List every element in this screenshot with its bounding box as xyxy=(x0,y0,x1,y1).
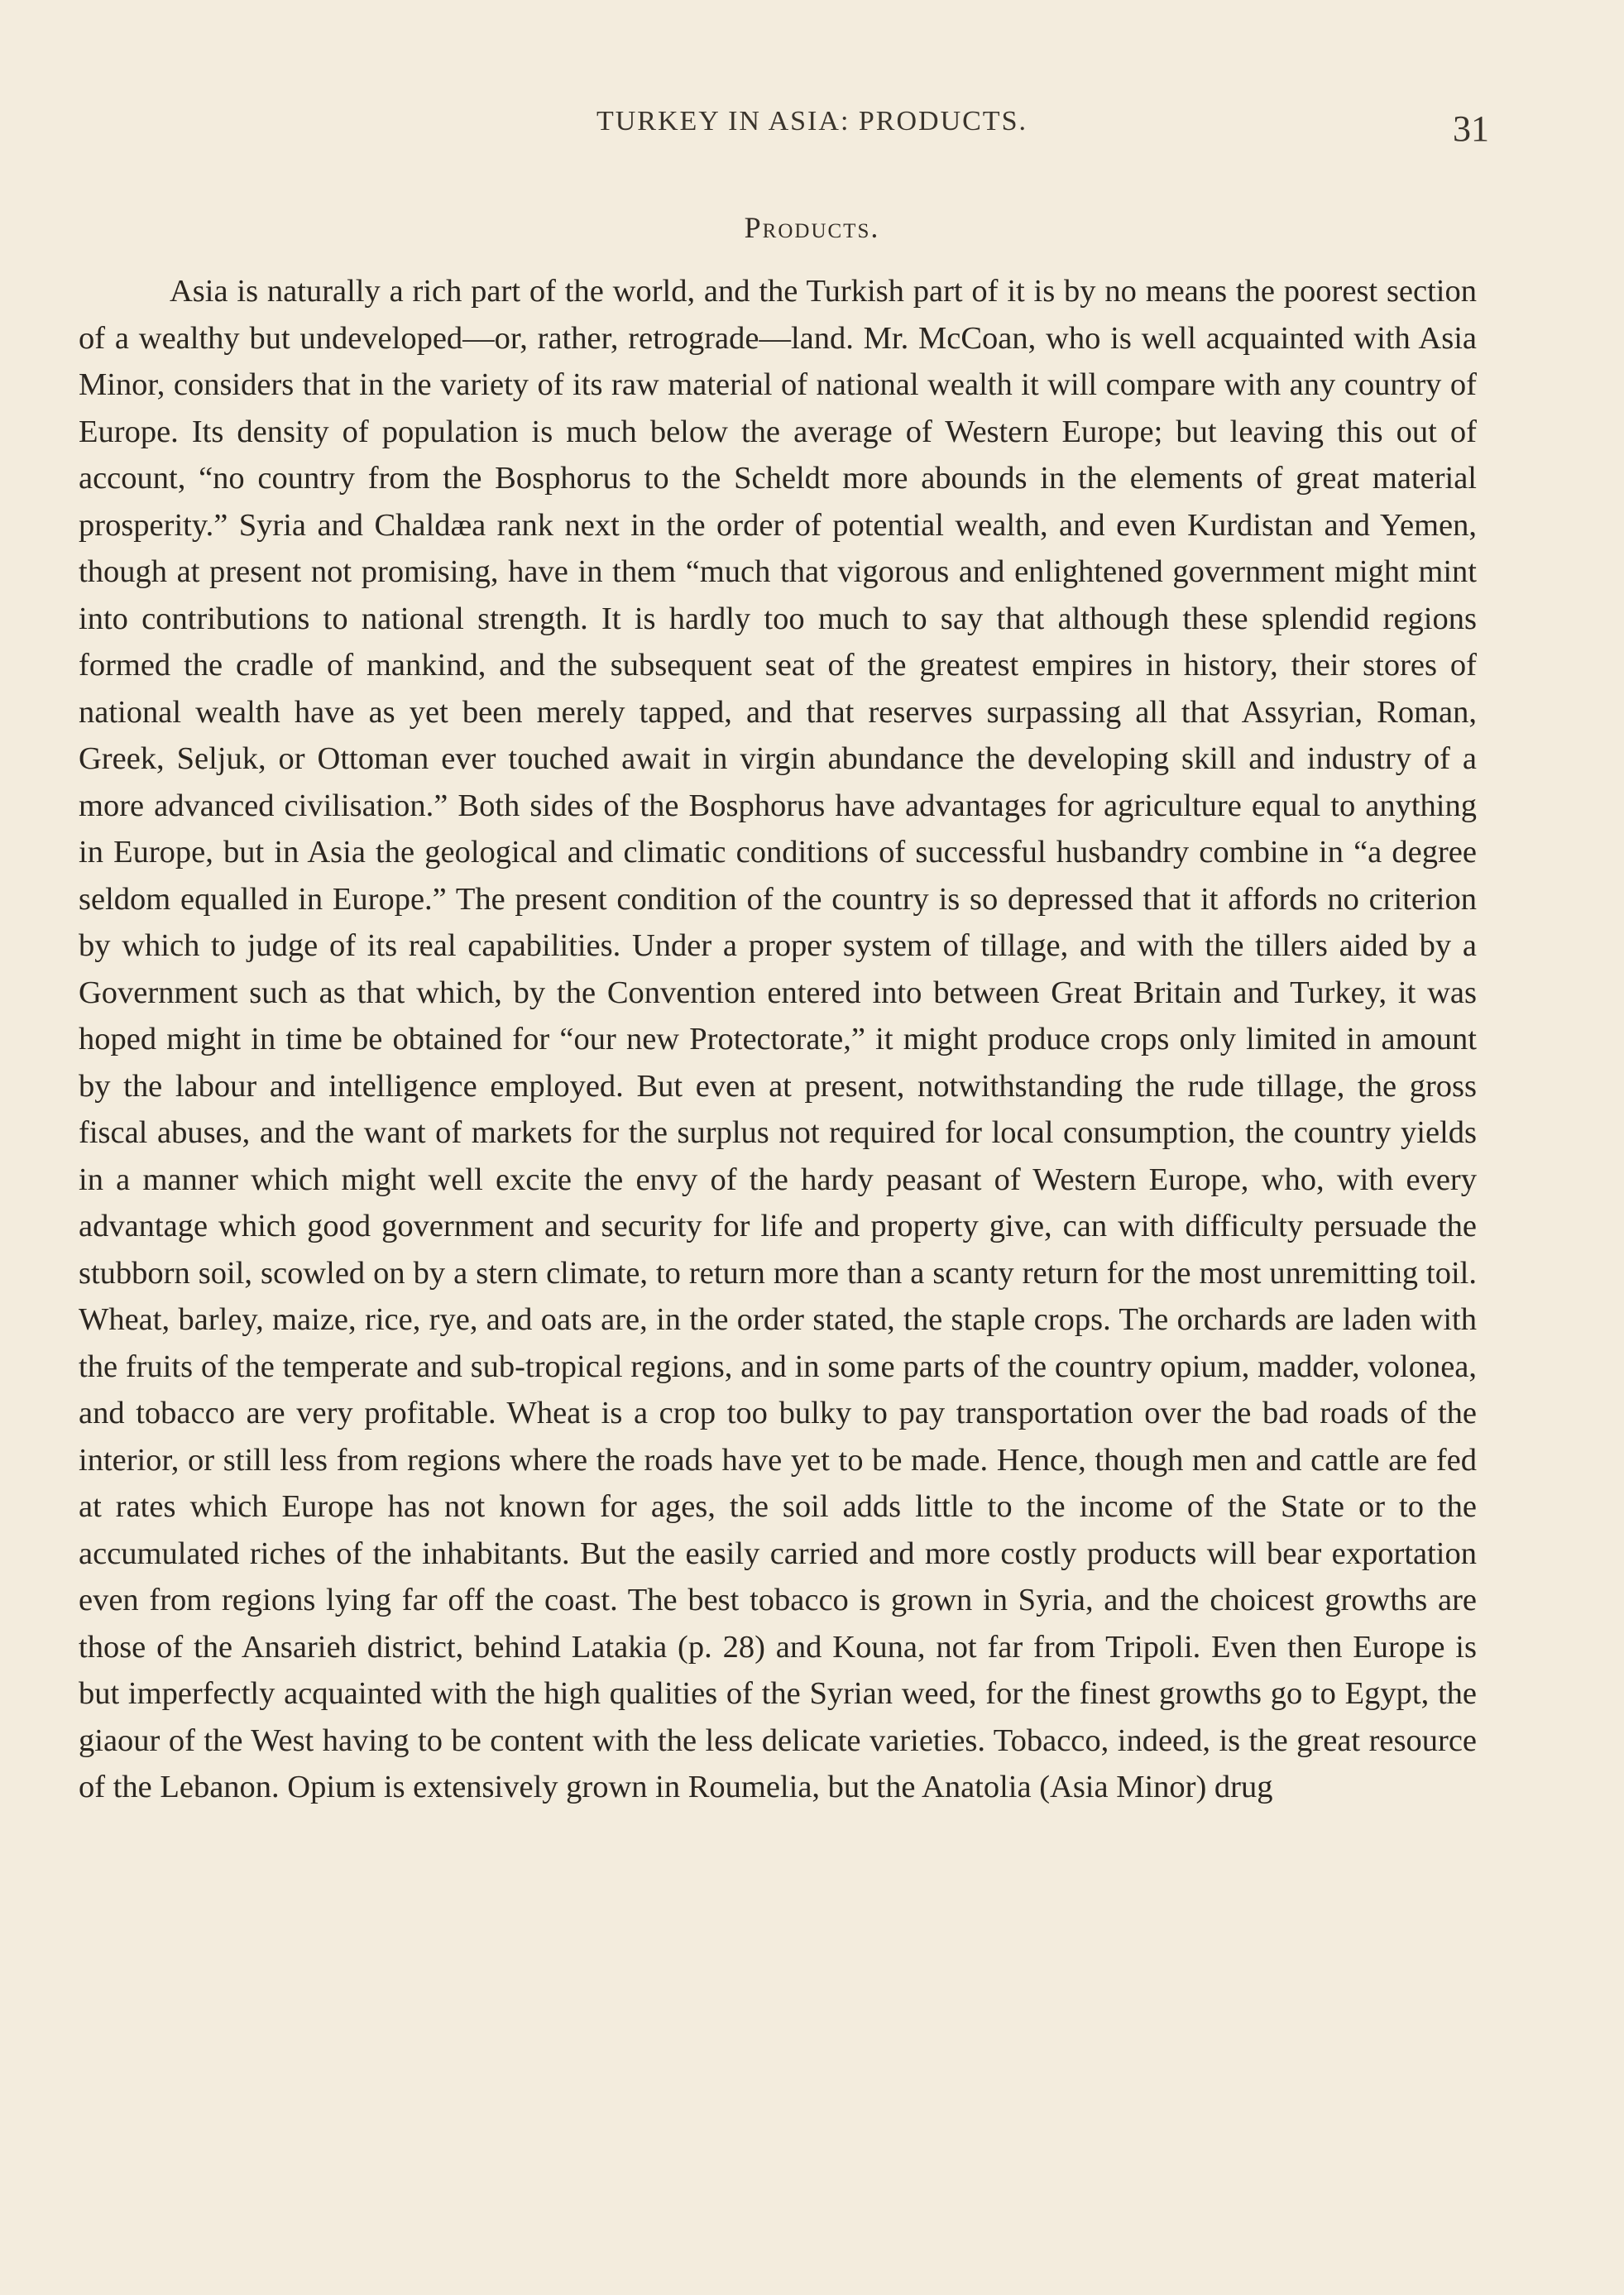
page-number: 31 xyxy=(1453,108,1489,149)
running-head: TURKEY IN ASIA: PRODUCTS. xyxy=(596,106,1028,137)
body-paragraph: Asia is naturally a rich part of the world, and the Turkish part of it is by no means the poorest section of a wealthy but undeveloped—or, rather, retrograde—land. Mr. McCoan, who is well acquainted with Asia Minor, considers that in the variety of its raw material of national wealth it will compare with any country of Europe. Its density of population is much below the average of Western Europe; but leaving this out of account, “no country from the Bosphorus to the Scheldt more abounds in the elements of great material prosperity.” Syria and Chaldæa rank next in the order of potential wealth, and even Kurdistan and Yemen, though at present not promising, have in them “much that vigorous and enlightened government might mint into contributions to national strength. It is hardly too much to say that although these splendid regions formed the cradle of mankind, and the subsequent seat of the greatest empires in history, their stores of national wealth have as yet been merely tapped, and that reserves surpassing all that Assyrian, Roman, Greek, Seljuk, or Ottoman ever touched await in virgin abundance the developing skill and industry of a more advanced civilisation.” Both sides of the Bosphorus have advantages for agriculture equal to anything in Europe, but in Asia the geological and climatic conditions of successful husbandry combine in “a degree seldom equalled in Europe.” The present condition of the country is so depressed that it affords no criterion by which to judge of its real capabilities. Under a proper system of tillage, and with the tillers aided by a Government such as that which, by the Convention entered into between Great Britain and Turkey, it was hoped might in time be obtained for “our new Protectorate,” it might produce crops only limited in amount by the labour and intelligence employed. But even at present, notwithstanding the rude tillage, the gross fiscal abuses, and the want of markets for the surplus not required for local consumption, the country yields in a manner which might well excite the envy of the hardy peasant of Western Europe, who, with every advantage which good government and security for life and property give, can with difficulty persuade the stubborn soil, scowled on by a stern climate, to return more than a scanty return for the most unremitting toil. Wheat, barley, maize, rice, rye, and oats are, in the order stated, the staple crops. The orchards are laden with the fruits of the temperate and sub-tropical regions, and in some parts of the country opium, madder, volonea, and tobacco are very profitable. Wheat is a crop too bulky to pay transportation over the bad roads of the interior, or still less from regions where the roads have yet to be made. Hence, though men and cattle are fed at rates which Europe has not known for ages, the soil adds little to the income of the State or to the accumulated riches of the inhabitants. But the easily carried and more costly products will bear exportation even from regions lying far off the coast. The best tobacco is grown in Syria, and the choicest growths are those of the Ansarieh district, behind Latakia (p. 28) and Kouna, not far from Tripoli. Even then Europe is but imperfectly acquainted with the high qualities of the Syrian weed, for the finest growths go to Egypt, the giaour of the West having to be content with the less delicate varieties. Tobacco, indeed, is the great resource of the Lebanon. Opium is extensively grown in Roumelia, but the Anatolia (Asia Minor) drug xyxy=(79,274,1477,1804)
section-heading: Products. xyxy=(744,211,880,244)
